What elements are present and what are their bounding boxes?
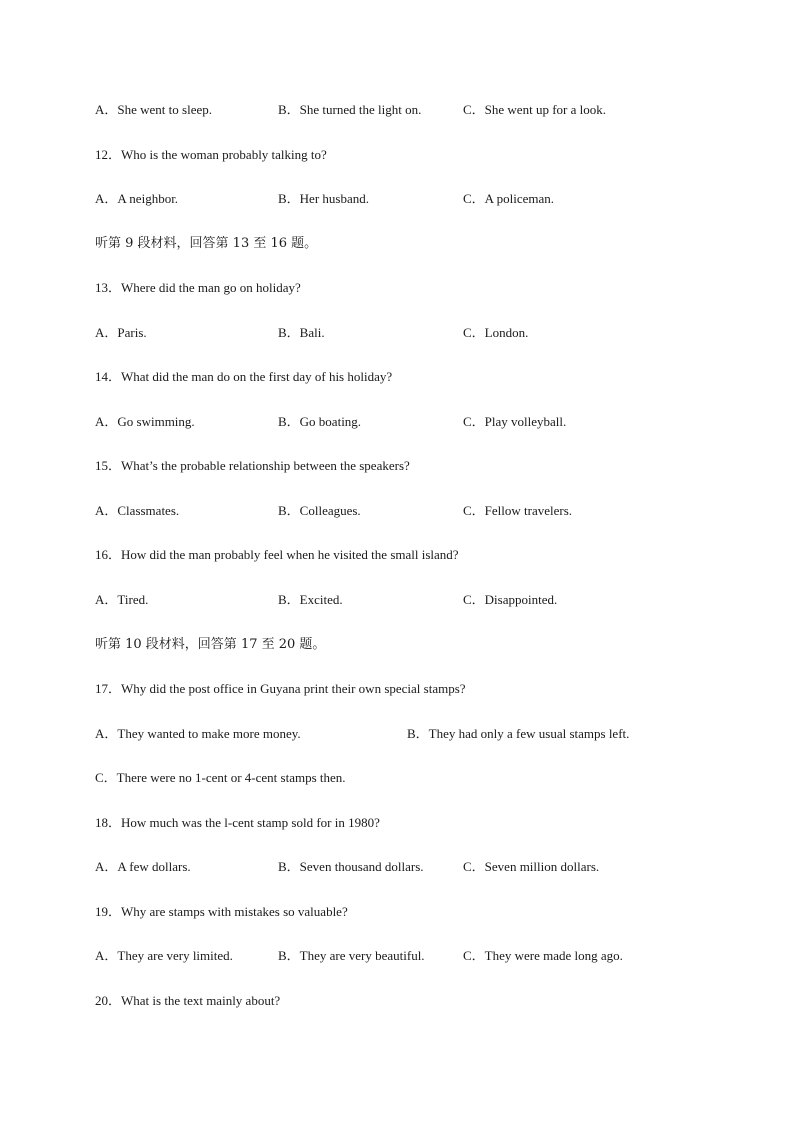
- option-b: B．Bali.: [278, 325, 325, 340]
- option-a: A．She went to sleep.: [95, 102, 212, 117]
- option-a: A．Tired.: [95, 592, 149, 607]
- option-c: C．Fellow travelers.: [463, 503, 573, 518]
- options-row-15: [95, 503, 745, 519]
- option-b: B．Go boating.: [278, 414, 362, 429]
- option-a: A．Paris.: [95, 325, 147, 340]
- question-17: 17．Why did the post office in Guyana print their own special stamps?: [95, 681, 466, 696]
- options-row-14: [95, 414, 745, 430]
- question-16: 16．How did the man probably feel when he visited the small island?: [95, 547, 459, 562]
- options-row-17: [95, 726, 745, 742]
- option-a: A．They are very limited.: [95, 948, 233, 963]
- option-c: C．A policeman.: [463, 191, 554, 206]
- section-heading-9: 听第 9 段材料，回答第 13 至 16 题。: [95, 236, 318, 251]
- question-18: 18．How much was the l-cent stamp sold for in 1980?: [95, 815, 380, 830]
- option-b: B．Colleagues.: [278, 503, 361, 518]
- question-13: 13．Where did the man go on holiday?: [95, 280, 301, 295]
- section-heading-10: 听第 10 段材料，回答第 17 至 20 题。: [95, 637, 326, 652]
- option-b: B．They had only a few usual stamps left.: [407, 726, 630, 741]
- options-row-13: [95, 325, 745, 341]
- option-a: A．They wanted to make more money.: [95, 726, 301, 741]
- options-row-16: [95, 592, 745, 608]
- option-b: B．Seven thousand dollars.: [278, 859, 424, 874]
- question-12: 12．Who is the woman probably talking to?: [95, 147, 327, 162]
- option-c: C．London.: [463, 325, 529, 340]
- option-c: C．She went up for a look.: [463, 102, 606, 117]
- option-b: B．Her husband.: [278, 191, 369, 206]
- option-c: C．Disappointed.: [463, 592, 558, 607]
- option-b: B．Excited.: [278, 592, 343, 607]
- option-c: C．Play volleyball.: [463, 414, 567, 429]
- option-a: A．A neighbor.: [95, 191, 179, 206]
- question-15: 15．What’s the probable relationship between the speakers?: [95, 458, 410, 473]
- option-a: A．Go swimming.: [95, 414, 195, 429]
- options-row-12: [95, 191, 745, 207]
- options-row-11: [95, 102, 745, 118]
- option-c: C．They were made long ago.: [463, 948, 623, 963]
- question-19: 19．Why are stamps with mistakes so valuable?: [95, 904, 348, 919]
- options-row-18: [95, 859, 745, 875]
- option-a: A．Classmates.: [95, 503, 180, 518]
- question-20: 20．What is the text mainly about?: [95, 993, 281, 1008]
- option-a: A．A few dollars.: [95, 859, 191, 874]
- option-b: B．They are very beautiful.: [278, 948, 425, 963]
- option-c-17: C．There were no 1-cent or 4-cent stamps then.: [95, 770, 346, 785]
- question-14: 14．What did the man do on the first day of his holiday?: [95, 369, 393, 384]
- option-b: B．She turned the light on.: [278, 102, 422, 117]
- options-row-19: [95, 948, 745, 964]
- option-c: C．Seven million dollars.: [463, 859, 600, 874]
